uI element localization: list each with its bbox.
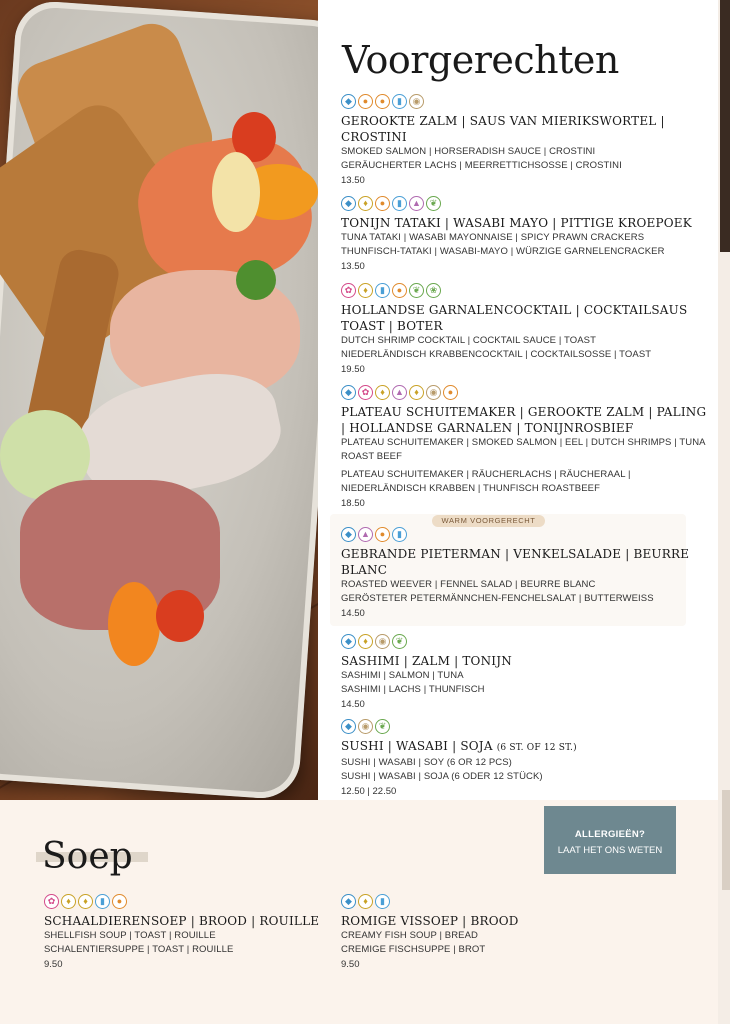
- dish-english: DUTCH SHRIMP COCKTAIL | COCKTAIL SAUCE | TOAST: [341, 335, 596, 346]
- dish-price: 9.50: [44, 959, 63, 970]
- dish-price: 13.50: [341, 175, 365, 186]
- dish-english: PLATEAU SCHUITEMAKER | SMOKED SALMON | EEL | DUTCH SHRIMPS | TUNA ROAST BEEF: [341, 437, 706, 462]
- dish-price: 19.50: [341, 364, 365, 375]
- allergy-instruction: LAAT HET ONS WETEN: [557, 845, 663, 856]
- allergy-question: ALLERGIEËN?: [574, 829, 646, 840]
- dish-english: SUSHI | WASABI | SOY (6 OR 12 PCS): [341, 757, 512, 768]
- dish-price: 13.50: [341, 261, 365, 272]
- dish: [341, 527, 711, 621]
- crust-allergen-icon: ✿: [44, 894, 59, 909]
- tomato: [156, 590, 204, 642]
- dish-german: THUNFISCH-TATAKI | WASABI-MAYO | WÜRZIGE GARNELENCRACKER: [341, 246, 665, 257]
- milk-allergen-icon: ▮: [375, 894, 390, 909]
- edge-photo: [720, 0, 730, 252]
- mustard-allergen-icon: ♦: [358, 283, 373, 298]
- sesame-allergen-icon: ◉: [358, 719, 373, 734]
- section-heading-soup: Soep: [42, 836, 133, 877]
- mustard-allergen-icon: ♦: [358, 894, 373, 909]
- tomato: [212, 152, 260, 232]
- edge-photo: [722, 790, 730, 890]
- dish-english: SMOKED SALMON | HORSERADISH SAUCE | CROSTINI: [341, 146, 596, 157]
- allergen-icons: [341, 196, 711, 212]
- fish-allergen-icon: ◆: [341, 385, 356, 400]
- milk-allergen-icon: ▮: [375, 283, 390, 298]
- crust-allergen-icon: ✿: [358, 385, 373, 400]
- soup-item: [341, 894, 631, 972]
- dish-title-main: SUSHI | WASABI | SOJA: [341, 739, 493, 753]
- egg-allergen-icon: ●: [375, 94, 390, 109]
- soy-allergen-icon: ❦: [426, 196, 441, 211]
- dish-title-portion: (6 ST. OF 12 ST.): [496, 743, 577, 753]
- dish-title: TONIJN TATAKI | WASABI MAYO | PITTIGE KROEPOEK: [341, 216, 692, 230]
- fish-allergen-icon: ◆: [341, 634, 356, 649]
- egg-allergen-icon: ●: [392, 283, 407, 298]
- allergen-icons: [44, 894, 334, 910]
- dish: [341, 94, 711, 188]
- sesame-allergen-icon: ◉: [375, 634, 390, 649]
- dish-german: PLATEAU SCHUITEMAKER | RÄUCHERLACHS | RÄUCHERAAL | NIEDERLÄNDISCH KRABBEN | THUNFISCH ROASTBEEF: [341, 469, 631, 494]
- dish-title: GEBRANDE PIETERMAN | VENKELSALADE | BEURRE BLANC: [341, 547, 690, 577]
- allergen-icons: [341, 283, 711, 299]
- mustard-allergen-icon: ♦: [409, 385, 424, 400]
- dish-price: 14.50: [341, 608, 365, 619]
- allergen-icons: [341, 894, 631, 910]
- dish-title: GEROOKTE ZALM | SAUS VAN MIERIKSWORTEL | CROSTINI: [341, 114, 665, 144]
- mustard-allergen-icon: ♦: [358, 196, 373, 211]
- tomato: [108, 582, 160, 666]
- dish-german: CREMIGE FISCHSUPPE | BROT: [341, 944, 486, 955]
- mustard-allergen-icon: ♦: [358, 634, 373, 649]
- sesame-allergen-icon: ◉: [426, 385, 441, 400]
- dish-german: SUSHI | WASABI | SOJA (6 ODER 12 STÜCK): [341, 771, 543, 782]
- sesame-allergen-icon: ◉: [409, 94, 424, 109]
- sulph-allergen-icon: ▲: [409, 196, 424, 211]
- dish-german: SCHALENTIERSUPPE | TOAST | ROUILLE: [44, 944, 234, 955]
- dish-title: HOLLANDSE GARNALENCOCKTAIL | COCKTAILSAUS TOAST | BOTER: [341, 303, 688, 333]
- egg-allergen-icon: ●: [375, 527, 390, 542]
- salad-leaves: [236, 260, 276, 300]
- fish-allergen-icon: ◆: [341, 94, 356, 109]
- allergen-icons: [341, 527, 711, 543]
- milk-allergen-icon: ▮: [392, 94, 407, 109]
- dish: [341, 283, 711, 377]
- egg-allergen-icon: ●: [443, 385, 458, 400]
- dish-title: ROMIGE VISSOEP | BROOD: [341, 914, 519, 928]
- dish-german: GERÖSTETER PETERMÄNNCHEN-FENCHELSALAT | BUTTERWEISS: [341, 593, 654, 604]
- egg-allergen-icon: ●: [375, 196, 390, 211]
- dish-english: SASHIMI | SALMON | TUNA: [341, 670, 464, 681]
- allergen-icons: [341, 94, 711, 110]
- dish-german: SASHIMI | LACHS | THUNFISCH: [341, 684, 485, 695]
- dish-title: SASHIMI | ZALM | TONIJN: [341, 654, 512, 668]
- allergy-notice: [544, 806, 676, 874]
- dish-german: GERÄUCHERTER LACHS | MEERRETTICHSOSSE | CROSTINI: [341, 160, 622, 171]
- celery-allergen-icon: ❀: [426, 283, 441, 298]
- fish-allergen-icon: ◆: [341, 527, 356, 542]
- allergen-icons: [341, 385, 711, 401]
- mustard-allergen-icon: ♦: [375, 385, 390, 400]
- dish-price: 12.50 | 22.50: [341, 786, 397, 797]
- fish-allergen-icon: ◆: [341, 719, 356, 734]
- dish-title: PLATEAU SCHUITEMAKER | GEROOKTE ZALM | PALING | HOLLANDSE GARNALEN | TONIJNROSBIEF: [341, 405, 707, 435]
- soy-allergen-icon: ❦: [409, 283, 424, 298]
- sulph-allergen-icon: ▲: [358, 527, 373, 542]
- crust-allergen-icon: ✿: [341, 283, 356, 298]
- dish: [341, 385, 711, 511]
- dish-price: 18.50: [341, 498, 365, 509]
- fish-allergen-icon: ◆: [341, 894, 356, 909]
- dish-english: TUNA TATAKI | WASABI MAYONNAISE | SPICY PRAWN CRACKERS: [341, 232, 645, 243]
- soy-allergen-icon: ❦: [375, 719, 390, 734]
- dish-title: SCHAALDIERENSOEP | BROOD | ROUILLE: [44, 914, 320, 928]
- dish-price: 9.50: [341, 959, 360, 970]
- allergen-icons: [341, 719, 711, 735]
- milk-allergen-icon: ▮: [95, 894, 110, 909]
- fish-allergen-icon: ◆: [341, 196, 356, 211]
- dish-english: SHELLFISH SOUP | TOAST | ROUILLE: [44, 930, 216, 941]
- warm-starter-badge: WARM VOORGERECHT: [432, 515, 545, 527]
- dish-german: NIEDERLÄNDISCH KRABBENCOCKTAIL | COCKTAILSOSSE | TOAST: [341, 349, 652, 360]
- dish-price: 14.50: [341, 699, 365, 710]
- dish-title: [341, 738, 711, 756]
- milk-allergen-icon: ▮: [392, 196, 407, 211]
- milk-allergen-icon: ▮: [392, 527, 407, 542]
- dish: [341, 719, 711, 799]
- section-heading-starters: Voorgerechten: [342, 38, 619, 82]
- dish-english: ROASTED WEEVER | FENNEL SALAD | BEURRE BLANC: [341, 579, 596, 590]
- dish-english: CREAMY FISH SOUP | BREAD: [341, 930, 479, 941]
- soup-item: [44, 894, 334, 972]
- dish: [341, 634, 711, 712]
- mustard-allergen-icon: ♦: [78, 894, 93, 909]
- egg-allergen-icon: ●: [358, 94, 373, 109]
- allergen-icons: [341, 634, 711, 650]
- mustard-allergen-icon: ♦: [61, 894, 76, 909]
- dish: [341, 196, 711, 274]
- soy-allergen-icon: ❦: [392, 634, 407, 649]
- sulph-allergen-icon: ▲: [392, 385, 407, 400]
- food-photo: [0, 0, 318, 800]
- egg-allergen-icon: ●: [112, 894, 127, 909]
